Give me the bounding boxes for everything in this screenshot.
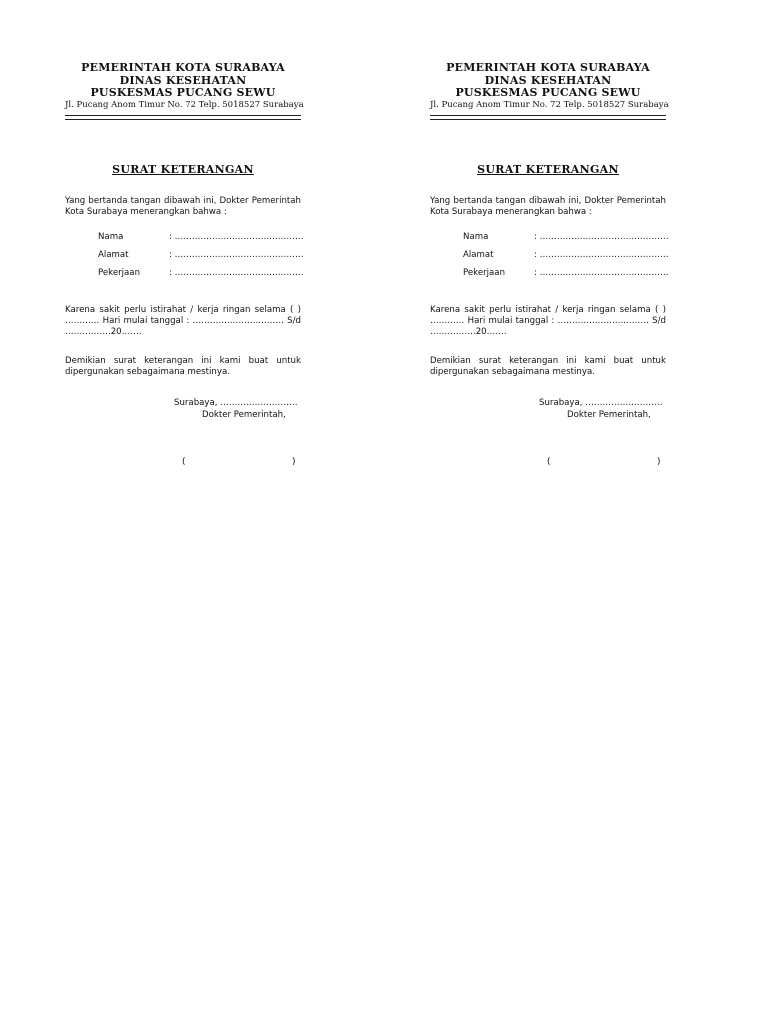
- closing-paragraph: Demikian surat keterangan ini kami buat untuk dipergunakan sebagaimana mestinya.: [65, 355, 301, 377]
- identity-fields: [65, 231, 304, 286]
- signature-place-date: Surabaya, ………………………: [539, 397, 663, 408]
- sick-leave-paragraph: Karena sakit perlu istirahat / kerja ringan selama ( ) ………… Hari mulai tanggal : …………………..……… S/d …………….20…….: [65, 304, 301, 337]
- field-value-occupation: : ………………………………………: [534, 267, 669, 278]
- signature-role: Dokter Pemerintah,: [202, 409, 286, 420]
- letter-left: [65, 61, 304, 471]
- letterhead-address: Jl. Pucang Anom Timur No. 72 Telp. 5018527 Surabaya: [430, 99, 669, 110]
- field-row-name: [430, 231, 669, 250]
- field-label-name: Nama: [463, 231, 489, 242]
- field-row-name: [65, 231, 304, 250]
- letter-right: [430, 61, 669, 471]
- field-value-name: : ………………………………………: [169, 231, 304, 242]
- document-title: SURAT KETERANGAN: [477, 162, 619, 176]
- letterhead-divider: [65, 115, 301, 117]
- letterhead: [430, 61, 669, 111]
- letterhead-divider: [430, 115, 666, 117]
- letterhead: [65, 61, 304, 111]
- field-row-occupation: [65, 267, 304, 286]
- letterhead-department: DINAS KESEHATAN: [119, 73, 247, 87]
- field-label-occupation: Pekerjaan: [463, 267, 506, 278]
- field-row-occupation: [430, 267, 669, 286]
- field-row-address: [430, 249, 669, 268]
- signature-close-paren: ): [292, 456, 296, 467]
- field-label-occupation: Pekerjaan: [98, 267, 141, 278]
- signature-open-paren: (: [182, 456, 186, 467]
- letterhead-clinic: PUSKESMAS PUCANG SEWU: [90, 86, 276, 99]
- field-row-address: [65, 249, 304, 268]
- letterhead-address: Jl. Pucang Anom Timur No. 72 Telp. 5018527 Surabaya: [65, 99, 304, 110]
- closing-paragraph: Demikian surat keterangan ini kami buat untuk dipergunakan sebagaimana mestinya.: [430, 355, 666, 377]
- letterhead-government: PEMERINTAH KOTA SURABAYA: [81, 61, 285, 74]
- field-value-address: : ………………………………………: [169, 249, 304, 260]
- letterhead-clinic: PUSKESMAS PUCANG SEWU: [455, 86, 641, 99]
- document-title: SURAT KETERANGAN: [112, 162, 254, 176]
- signature-close-paren: ): [657, 456, 661, 467]
- signature-name-field: [65, 457, 301, 471]
- field-label-name: Nama: [98, 231, 124, 242]
- identity-fields: [430, 231, 669, 286]
- intro-paragraph: Yang bertanda tangan dibawah ini, Dokter Pemerintah Kota Surabaya menerangkan bahwa :: [65, 195, 301, 217]
- signature-place-date: Surabaya, ………………………: [174, 397, 298, 408]
- field-label-address: Alamat: [98, 249, 129, 260]
- signature-role: Dokter Pemerintah,: [567, 409, 651, 420]
- letterhead-divider-second: [430, 119, 666, 121]
- field-value-name: : ………………………………………: [534, 231, 669, 242]
- intro-paragraph: Yang bertanda tangan dibawah ini, Dokter Pemerintah Kota Surabaya menerangkan bahwa :: [430, 195, 666, 217]
- signature-open-paren: (: [547, 456, 551, 467]
- letterhead-department: DINAS KESEHATAN: [484, 73, 612, 87]
- field-value-address: : ………………………………………: [534, 249, 669, 260]
- field-value-occupation: : ………………………………………: [169, 267, 304, 278]
- letterhead-divider-second: [65, 119, 301, 121]
- signature-name-field: [430, 457, 666, 471]
- field-label-address: Alamat: [463, 249, 494, 260]
- sick-leave-paragraph: Karena sakit perlu istirahat / kerja ringan selama ( ) ………… Hari mulai tanggal : …………………..……… S/d …………….20…….: [430, 304, 666, 337]
- letterhead-government: PEMERINTAH KOTA SURABAYA: [446, 61, 650, 74]
